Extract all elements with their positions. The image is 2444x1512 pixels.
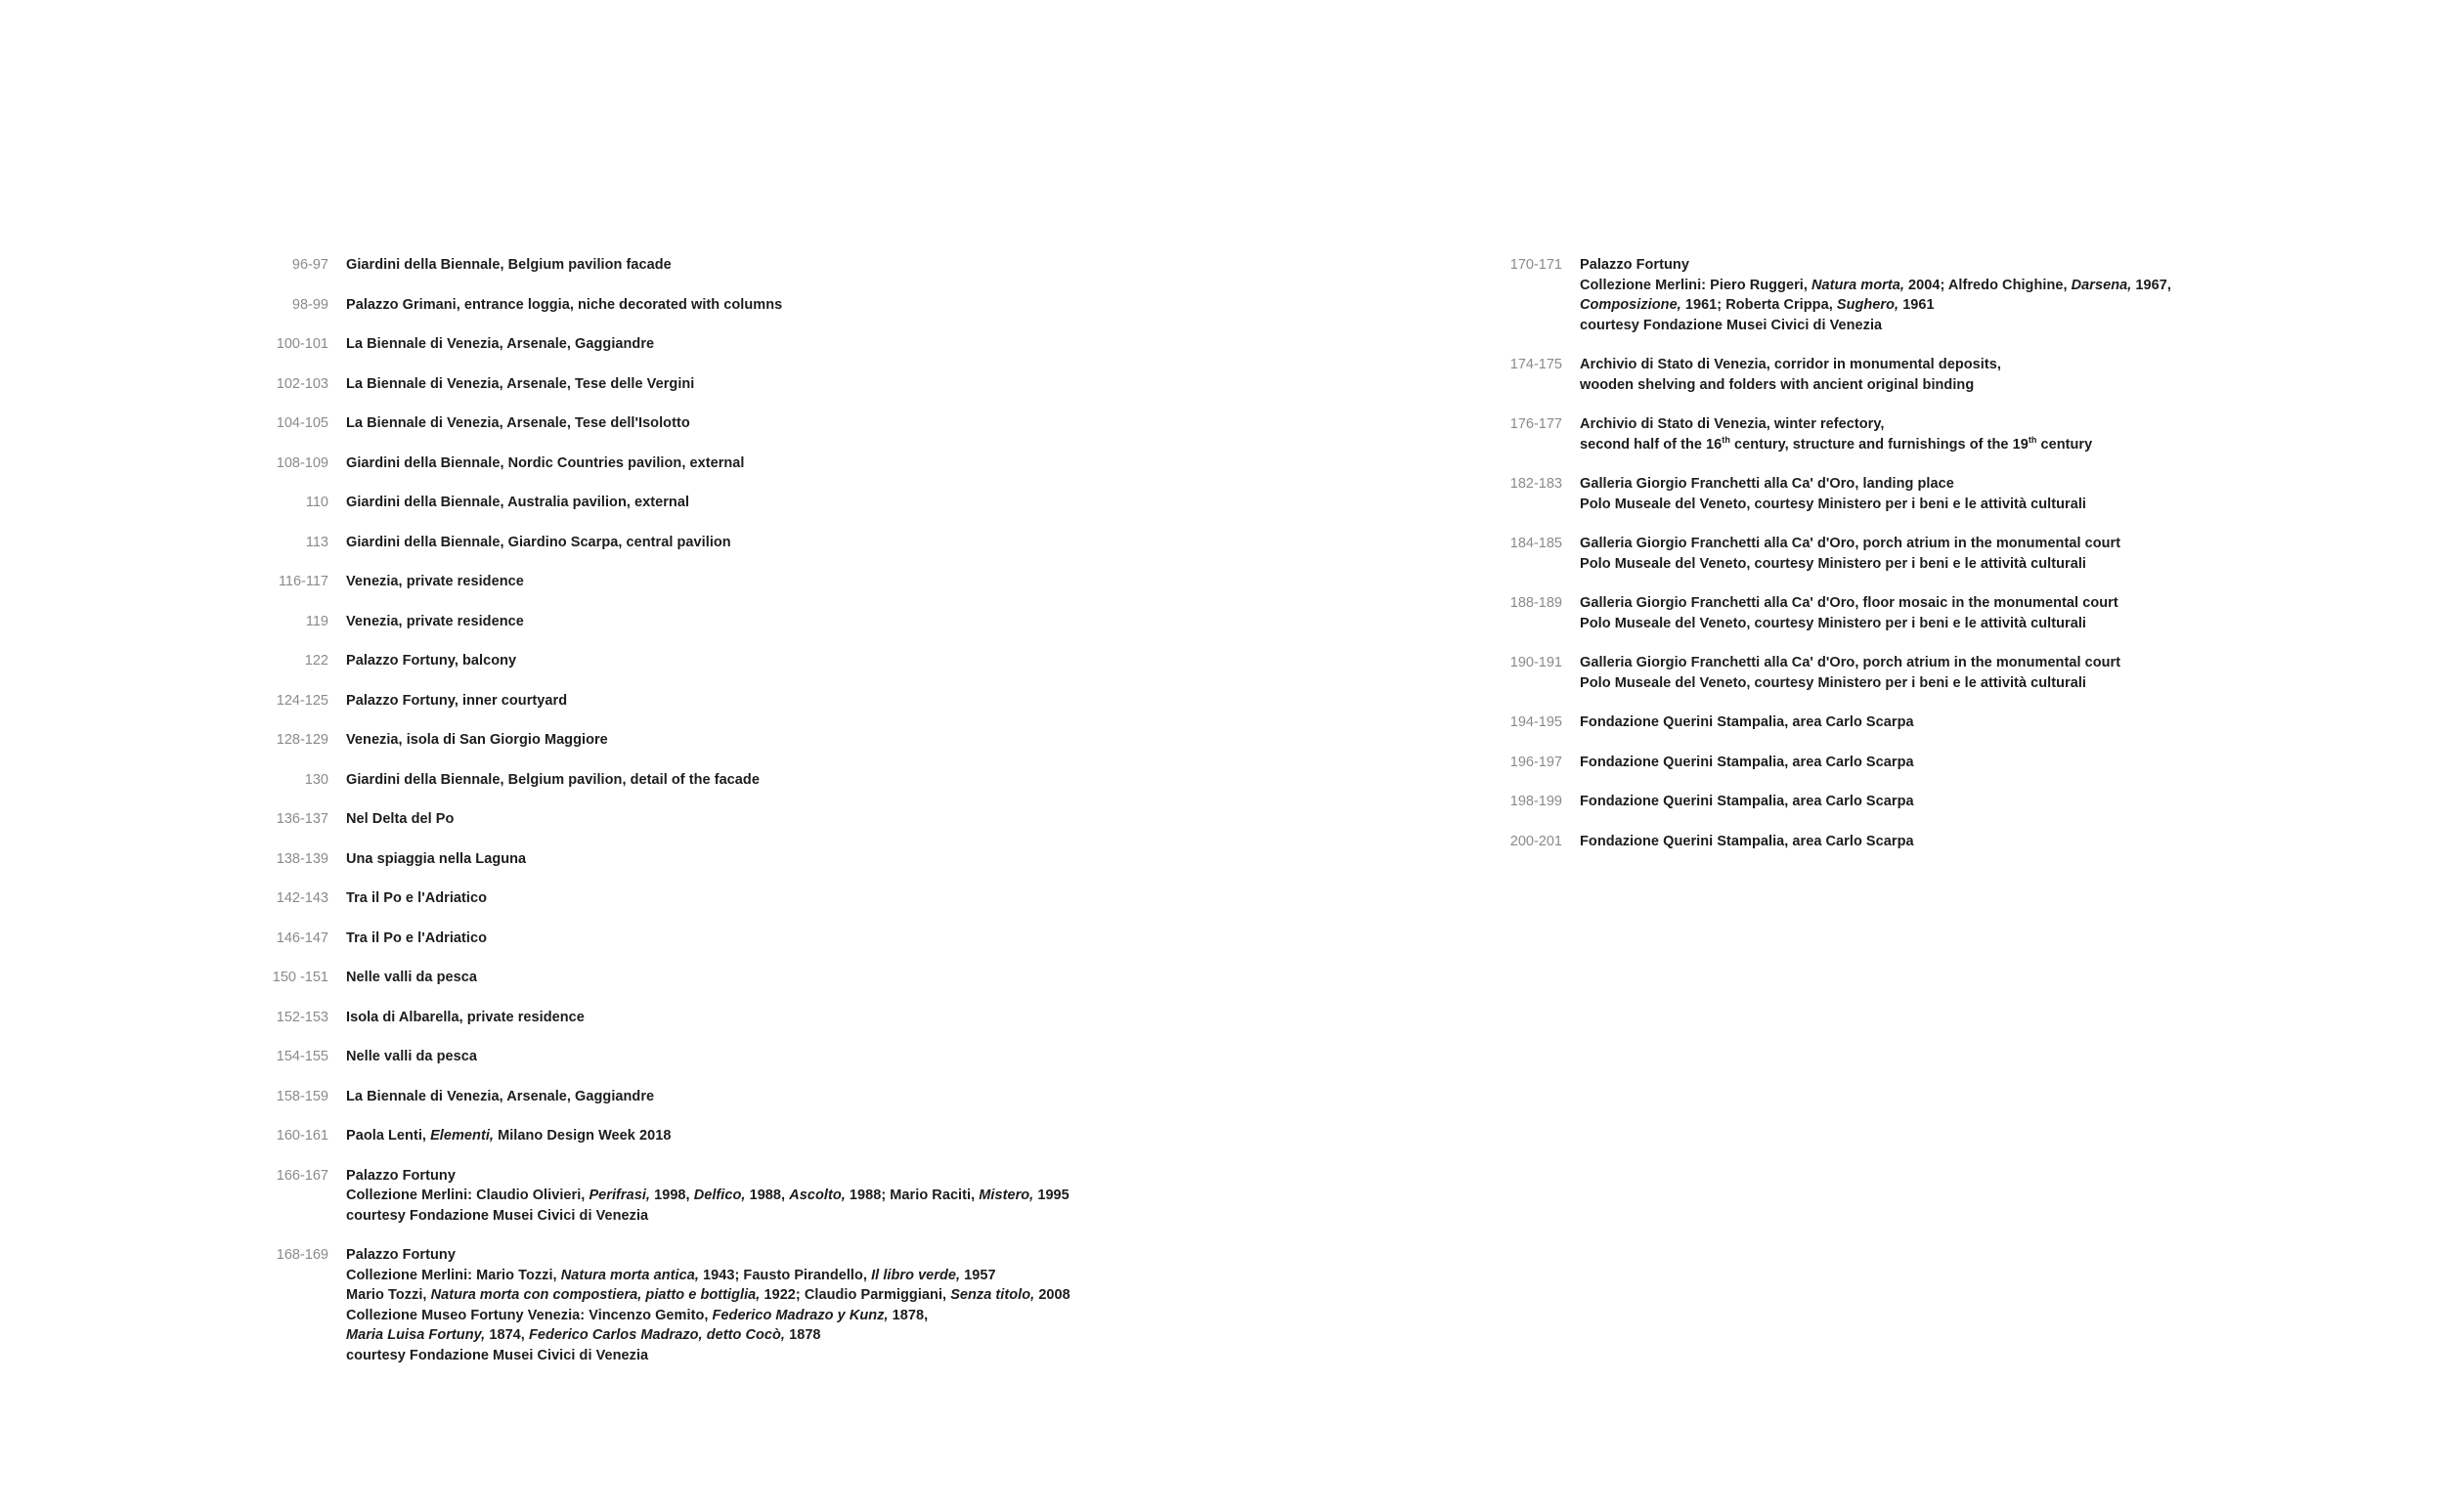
credit-line [346,929,487,949]
credit-text: Palazzo Fortuny [346,1167,456,1184]
credit-entry [244,612,1222,632]
page-range: 168-169 [276,1247,328,1263]
credit-text: Fondazione Querini Stampalia, area Carlo Scarpa [1580,794,1914,809]
page-range: 124-125 [276,692,328,709]
artwork-title: Perifrasi, [589,1188,651,1203]
credit-description [346,730,608,751]
credit-entry [244,1245,1222,1365]
page-range: 150 -151 [272,970,328,985]
credit-text: century, structure and furnishings of the 19 [1729,436,2029,453]
credit-text: Palazzo Fortuny [346,1247,456,1263]
credit-description [346,1087,654,1107]
credit-text: Galleria Giorgio Franchetti alla Ca' d'Oro, porch atrium in the monumental court [1580,655,2121,670]
credit-entry [244,1126,1222,1146]
artwork-title: Delfico, [693,1188,746,1203]
page-range: 116-117 [278,574,328,589]
artwork-title: Sughero, [1836,297,1899,313]
artwork-title: Darsena, [2071,277,2132,293]
credit-line [346,1306,1070,1326]
credit-text: Milano Design Week 2018 [493,1128,672,1144]
credit-text: Mario Tozzi, [346,1287,431,1303]
page-range: 138-139 [276,850,328,867]
credit-entry [244,929,1222,949]
credit-text: Tra il Po e l'Adriatico [346,929,487,946]
credit-entry [244,413,1222,434]
credit-entry [1478,653,2358,693]
credit-line [346,454,744,474]
credit-text: 1961; Roberta Crippa, [1680,297,1837,313]
credit-line [1580,792,1914,812]
credit-description [346,572,524,592]
page-range: 160-161 [276,1128,328,1144]
page-range: 170-171 [1509,257,1562,273]
credit-text: 2008 [1034,1287,1070,1303]
credit-description [346,770,760,791]
credit-text: Collezione Merlini: Piero Ruggeri, [1580,277,1811,293]
credit-line [346,1047,477,1067]
credit-line [346,493,689,513]
page-range: 100-101 [276,336,328,352]
credit-line [346,968,477,988]
ordinal-suffix: th [2028,434,2037,445]
page-range: 146-147 [276,929,328,946]
artwork-title: Natura morta, [1811,277,1904,293]
credit-text: wooden shelving and folders with ancient original binding [1580,376,1975,393]
credit-description [346,493,689,513]
page-range: 188-189 [1509,595,1562,611]
credit-text: Collezione Merlini: Mario Tozzi, [346,1267,561,1283]
credit-line [346,651,516,671]
credit-text: Tra il Po e l'Adriatico [346,890,487,906]
credit-line [346,1245,1070,1266]
page-range: 96-97 [291,257,328,273]
credit-line [1580,593,2118,614]
credit-description [346,968,477,988]
credit-text: Palazzo Fortuny [1580,257,1689,273]
credit-text: Venezia, private residence [346,613,524,629]
credit-entry [1478,355,2358,395]
credit-text: 1995 [1033,1188,1069,1203]
credit-entry [244,888,1222,909]
credit-description [346,888,487,909]
credit-line [1580,355,2001,375]
credit-line [1580,534,2120,554]
page-range: 200-201 [1509,833,1562,849]
artwork-title: Natura morta con compostiera, piatto e bottiglia, [430,1287,761,1303]
page-range: 174-175 [1509,357,1562,372]
credit-description [346,1166,1069,1227]
credit-text: Giardini della Biennale, Belgium pavilion facade [346,257,672,273]
page-range: 142-143 [276,890,328,906]
ordinal-suffix: th [1722,434,1730,445]
credit-description [1580,414,2092,454]
credit-text: courtesy Fondazione Musei Civici di Venezia [346,1207,649,1224]
credit-text: Fondazione Querini Stampalia, area Carlo Scarpa [1580,833,1914,849]
page-range: 119 [305,613,328,629]
credit-entry [244,809,1222,830]
credit-text: courtesy Fondazione Musei Civici di Venezia [346,1347,649,1363]
credit-entry [1478,792,2358,812]
credit-line [1580,653,2120,673]
credit-entry [1478,832,2358,852]
credit-description [346,374,694,395]
credit-entry [244,533,1222,553]
credit-description [1580,593,2118,633]
credit-text: Giardini della Biennale, Nordic Countries pavilion, external [346,454,745,471]
page-range: 128-129 [276,732,328,748]
credit-description [1580,355,2001,395]
page-range: 176-177 [1509,416,1562,432]
credit-line [1580,495,2086,515]
credit-text: Fondazione Querini Stampalia, area Carlo Scarpa [1580,754,1914,770]
credit-line [346,1346,1070,1366]
artwork-title: Elementi, [430,1128,494,1144]
artwork-title: Maria Luisa Fortuny, [346,1327,486,1343]
credit-description [1580,474,2086,514]
credit-description [1580,534,2120,574]
credit-line [346,374,694,395]
credit-description [346,533,731,553]
credit-line [1580,414,2092,435]
credit-line [346,809,454,830]
credit-description [1580,792,1914,812]
credit-entry [1478,593,2358,633]
page-range: 196-197 [1509,754,1562,770]
credit-text: Collezione Museo Fortuny Venezia: Vincenzo Gemito, [346,1307,713,1323]
credit-text: Polo Museale del Veneto, courtesy Ministero per i beni e le attività culturali [1580,674,2086,691]
credit-description [346,255,672,276]
credit-text: Paola Lenti, [346,1128,431,1144]
credit-description [346,929,487,949]
credit-text: Polo Museale del Veneto, courtesy Ministero per i beni e le attività culturali [1580,496,2086,512]
credit-line [1580,713,1914,733]
credit-line [346,849,526,870]
credit-line [346,1186,1069,1206]
credit-text: 1961 [1898,297,1935,313]
credit-entry [244,730,1222,751]
credit-description [346,849,526,870]
credit-line [1580,375,2001,396]
credit-line [346,770,760,791]
page-range: 98-99 [291,296,328,313]
credit-entry [1478,753,2358,773]
credit-line [1580,276,2171,296]
credit-text: Collezione Merlini: Claudio Olivieri, [346,1188,589,1203]
credit-line [346,1008,585,1028]
credit-description [1580,713,1914,733]
credit-line [1580,753,1914,773]
artwork-title: Natura morta antica, [560,1267,699,1283]
artwork-title: Federico Madrazo y Kunz, [712,1307,889,1323]
credit-description [346,334,654,355]
credit-line [346,1325,1070,1346]
credit-entry [244,770,1222,791]
credit-text: Nel Delta del Po [346,811,455,827]
credit-line [346,691,567,712]
credit-description [1580,753,1914,773]
credit-text: Una spiaggia nella Laguna [346,850,527,867]
credit-line [346,888,487,909]
credit-text: 1874, [485,1327,529,1343]
page-range: 104-105 [276,415,328,431]
credit-description [346,413,690,434]
credit-text: Nelle valli da pesca [346,1049,477,1064]
artwork-title: Mistero, [979,1188,1034,1203]
credit-description [1580,653,2120,693]
credit-text: Galleria Giorgio Franchetti alla Ca' d'Oro, porch atrium in the monumental court [1580,536,2121,551]
credit-entry [1478,713,2358,733]
credit-text: Venezia, private residence [346,574,524,589]
credit-text: courtesy Fondazione Musei Civici di Venezia [1580,317,1883,333]
credit-line [346,730,608,751]
credit-entry [244,295,1222,316]
credit-entry [244,1008,1222,1028]
credit-text: Giardini della Biennale, Giardino Scarpa, central pavilion [346,534,731,550]
credit-description [346,612,524,632]
credit-entry [244,1166,1222,1227]
credit-text: century [2036,436,2093,453]
credit-entry [1478,534,2358,574]
credit-text: La Biennale di Venezia, Arsenale, Gaggiandre [346,1088,655,1104]
artwork-title: Composizione, [1580,297,1681,313]
credit-line [346,1166,1069,1187]
page-range: 108-109 [276,454,328,471]
credit-description [346,454,744,474]
credit-description [346,295,782,316]
credit-text: Giardini della Biennale, Australia pavilion, external [346,495,690,510]
credit-text: Isola di Albarella, private residence [346,1009,585,1025]
credit-entry [1478,414,2358,454]
credit-entry [244,691,1222,712]
credit-entry [244,1087,1222,1107]
credit-description [346,1126,671,1146]
credit-text: 1922; Claudio Parmiggiani, [760,1287,951,1303]
credit-text: 1988, [745,1188,790,1203]
credit-text: Galleria Giorgio Franchetti alla Ca' d'Oro, floor mosaic in the monumental court [1580,595,2118,611]
credit-line [346,1206,1069,1227]
credit-text: Galleria Giorgio Franchetti alla Ca' d'Oro, landing place [1580,476,1954,492]
credit-text: Nelle valli da pesca [346,970,477,985]
credit-text: Palazzo Grimani, entrance loggia, niche decorated with columns [346,296,783,313]
page-range: 136-137 [276,811,328,827]
credit-text: La Biennale di Venezia, Arsenale, Tese dell'Isolotto [346,415,690,431]
credit-text: Archivio di Stato di Venezia, corridor in monumental deposits, [1580,357,2001,372]
page-range: 166-167 [276,1167,328,1184]
credit-description [1580,832,1914,852]
credit-entry [244,374,1222,395]
credit-line [1580,295,2171,316]
credit-line [1580,832,1914,852]
credit-description [346,691,567,712]
page-range: 113 [305,534,328,550]
credit-entry [244,493,1222,513]
artwork-title: Senza titolo, [950,1287,1035,1303]
credit-line [346,255,672,276]
credit-line [1580,474,2086,495]
artwork-title: Ascolto, [789,1188,846,1203]
page-range: 190-191 [1509,655,1562,670]
photo-credits-right-column [1478,255,2358,871]
credit-line [1580,554,2120,575]
credit-text: 1878 [785,1327,821,1343]
photo-credits-left-column [244,255,1222,1385]
credit-line [346,334,654,355]
credit-text: 2004; Alfredo Chighine, [1903,277,2072,293]
credit-description [346,809,454,830]
credit-entry [244,968,1222,988]
credit-text: La Biennale di Venezia, Arsenale, Gaggiandre [346,336,655,352]
artwork-title: Federico Carlos Madrazo, detto Cocò, [528,1327,786,1343]
credit-text: Fondazione Querini Stampalia, area Carlo Scarpa [1580,714,1914,730]
credit-entry [244,454,1222,474]
credit-line [346,295,782,316]
credit-line [346,1266,1070,1286]
artwork-title: Il libro verde, [871,1267,961,1283]
credit-text: 1957 [960,1267,996,1283]
credit-description [1580,255,2171,335]
credit-text: Venezia, isola di San Giorgio Maggiore [346,732,608,748]
page-range: 102-103 [276,375,328,392]
credit-entry [1478,474,2358,514]
page-range: 182-183 [1509,476,1562,492]
credit-line [346,1126,671,1146]
credit-line [1580,673,2120,694]
credit-line [346,1087,654,1107]
page-range: 158-159 [276,1088,328,1104]
credit-text: second half of the 16 [1580,436,1723,453]
credit-line [1580,316,2171,336]
credit-text: Palazzo Fortuny, balcony [346,653,517,669]
page-range: 110 [305,495,328,510]
credit-text: 1943; Fausto Pirandello, [698,1267,872,1283]
page-range: 198-199 [1509,794,1562,809]
credit-entry [1478,255,2358,335]
credit-line [1580,435,2092,455]
credit-entry [244,849,1222,870]
credit-entry [244,572,1222,592]
credit-text: Polo Museale del Veneto, courtesy Ministero per i beni e le attività culturali [1580,615,2086,631]
credit-line [346,612,524,632]
credit-line [1580,255,2171,276]
credit-entry [244,651,1222,671]
credit-text: Giardini della Biennale, Belgium pavilion, detail of the facade [346,771,760,788]
credit-line [346,1285,1070,1306]
page-range: 154-155 [276,1049,328,1064]
credit-description [346,1008,585,1028]
page-range: 194-195 [1509,714,1562,730]
credit-entry [244,255,1222,276]
page-range: 184-185 [1509,536,1562,551]
page-range: 152-153 [276,1009,328,1025]
page-range: 130 [304,771,328,788]
credit-description [346,1047,477,1067]
credit-entry [244,334,1222,355]
credit-text: 1998, [650,1188,694,1203]
credit-line [346,413,690,434]
credit-entry [244,1047,1222,1067]
credit-description [346,651,516,671]
credit-line [1580,614,2118,634]
credit-text: La Biennale di Venezia, Arsenale, Tese delle Vergini [346,375,695,392]
credit-description [346,1245,1070,1365]
page-range: 122 [304,653,328,669]
credit-text: 1988; Mario Raciti, [845,1188,980,1203]
credit-text: Palazzo Fortuny, inner courtyard [346,692,568,709]
credit-line [346,533,731,553]
credit-text: Archivio di Stato di Venezia, winter refectory, [1580,416,1885,432]
credit-text: 1878, [888,1307,929,1323]
credit-line [346,572,524,592]
credit-text: Polo Museale del Veneto, courtesy Ministero per i beni e le attività culturali [1580,555,2086,572]
credit-text: 1967, [2131,277,2171,293]
